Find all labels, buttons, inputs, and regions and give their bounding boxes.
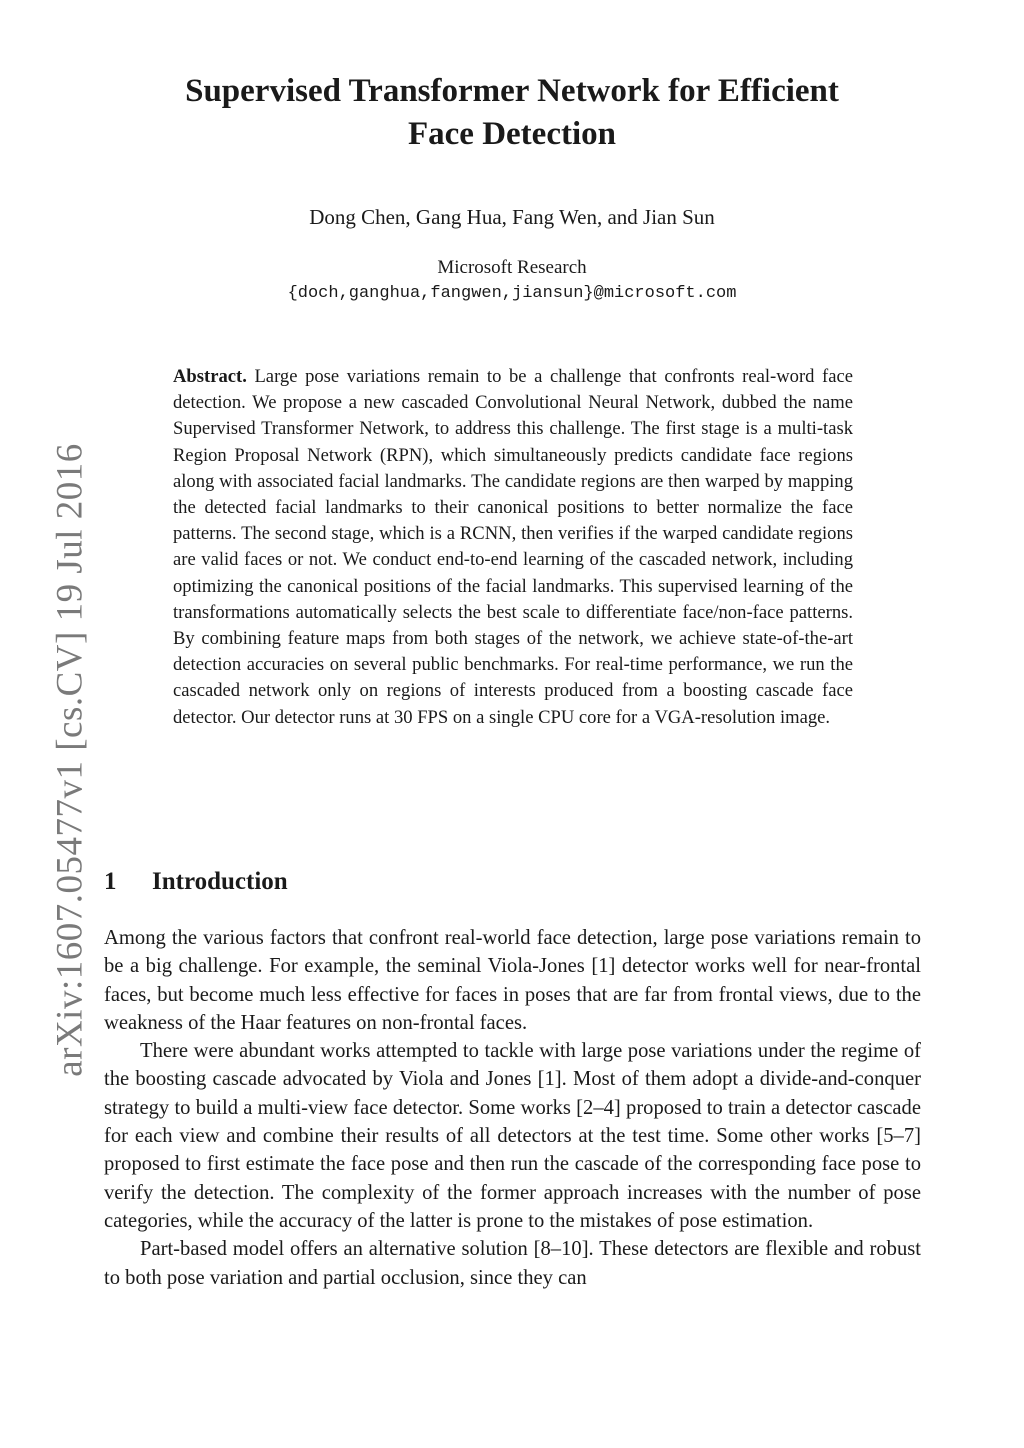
section-heading-introduction bbox=[104, 868, 288, 896]
arxiv-identifier-stamp: arXiv:1607.05477v1 [cs.CV] 19 Jul 2016 bbox=[49, 443, 91, 1077]
introduction-body bbox=[104, 924, 921, 1292]
body-paragraph-2: There were abundant works attempted to tackle with large pose variations under the regime of the boosting cascade advocated by Viola and Jones [1]. Most of them adopt a divide-and-conquer strategy to build a multi-view face detector. Some works [2–4] proposed to train a detector cascade for each view and combine their results of all detectors at the test time. Some other works [5–7] proposed to first estimate the face pose and then run the cascade of the corresponding face pose to verify the detection. The complexity of the former approach increases with the number of pose categories, while the accuracy of the latter is prone to the mistakes of pose estimation. bbox=[104, 1040, 921, 1232]
section-number: 1 bbox=[104, 868, 117, 895]
abstract-text: Large pose variations remain to be a challenge that confronts real-word face detection. We propose a new cascaded Convolutional Neural Network, dubbed the name Supervised Transformer Network, to address this challenge. The first stage is a multi-task Region Proposal Network (RPN), which simultaneously predicts candidate face regions along with associated facial landmarks. The candidate regions are then warped by mapping the detected facial landmarks to their canonical positions to better normalize the face patterns. The second stage, which is a RCNN, then verifies if the warped candidate regions are valid faces or not. We conduct end-to-end learning of the cascaded network, including optimizing the canonical positions of the facial landmarks. This supervised learning of the transformations automatically selects the best scale to differentiate face/non-face patterns. By combining feature maps from both stages of the network, we achieve state-of-the-art detection accuracies on several public benchmarks. For real-time performance, we run the cascaded network only on regions of interests produced from a boosting cascade face detector. Our detector runs at 30 FPS on a single CPU core for a VGA-resolution image. bbox=[173, 366, 853, 728]
author-list: Dong Chen, Gang Hua, Fang Wen, and Jian Sun bbox=[309, 205, 715, 229]
author-affiliation: Microsoft Research bbox=[437, 257, 587, 278]
paper-title-line-2: Face Detection bbox=[408, 116, 616, 152]
abstract-block bbox=[173, 364, 853, 731]
author-emails: {doch,ganghua,fangwen,jiansun}@microsoft.com bbox=[287, 284, 737, 303]
paper-title-line-1: Supervised Transformer Network for Efficient bbox=[185, 73, 839, 109]
abstract-label: Abstract. bbox=[173, 366, 247, 387]
body-paragraph-1: Among the various factors that confront real-world face detection, large pose variations remain to be a big challenge. For example, the seminal Viola-Jones [1] detector works well for near-frontal faces, but become much less effective for faces in poses that are far from frontal views, due to the weakness of the Haar features on non-frontal faces. bbox=[104, 927, 921, 1034]
body-paragraph-3: Part-based model offers an alternative solution [8–10]. These detectors are flexible and robust to both pose variation and partial occlusion, since they can bbox=[104, 1238, 921, 1289]
paper-title bbox=[100, 70, 924, 156]
section-title: Introduction bbox=[152, 868, 288, 895]
